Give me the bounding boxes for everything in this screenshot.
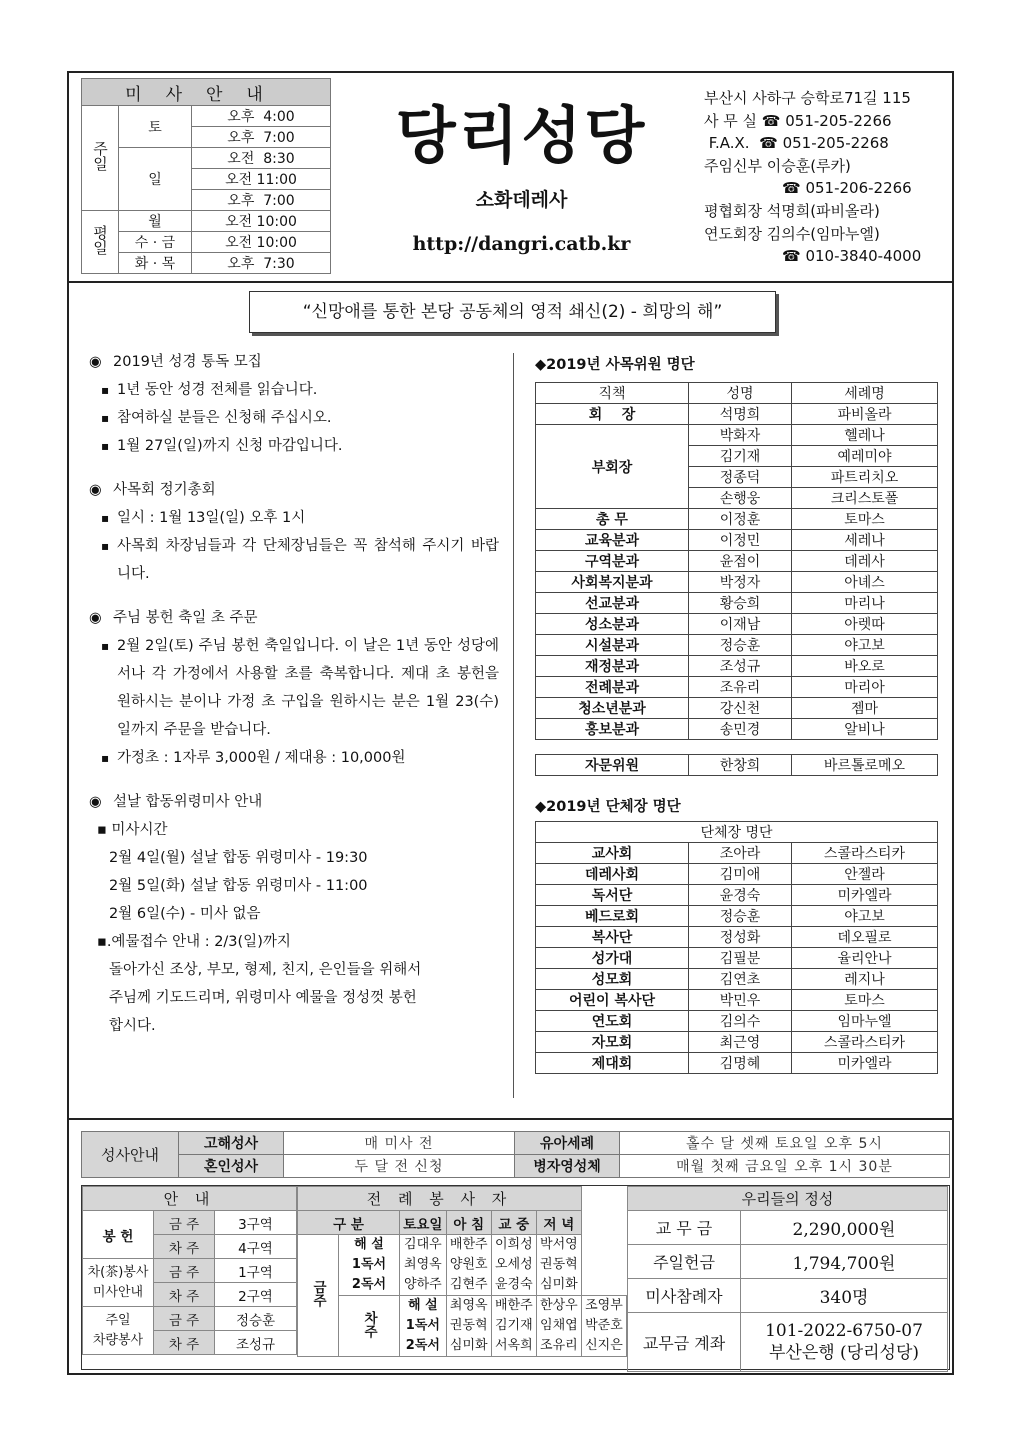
liturgy-cell: 김대우 최영옥 양하주 bbox=[400, 1235, 447, 1296]
phone-icon: ☎ bbox=[782, 179, 801, 198]
mass-day: 월 bbox=[119, 211, 192, 232]
mass-day: 일 bbox=[119, 148, 192, 211]
council-president: 평협회장 석명희(파비올라) bbox=[704, 201, 880, 220]
table-row: 복사단 정성화 데오필로 bbox=[536, 927, 938, 948]
fax-number: 051-205-2268 bbox=[782, 134, 889, 153]
table-row: 연도회 김의수 임마누엘 bbox=[536, 1011, 938, 1032]
notice-list-assembly bbox=[89, 504, 499, 588]
this-week-label: 금 주 bbox=[154, 1307, 215, 1331]
parking-label: 주일 차량봉사 bbox=[83, 1307, 154, 1355]
next-week-label: 차 주 bbox=[154, 1331, 215, 1355]
table-row: 총 무 이정훈 토마스 bbox=[536, 509, 938, 530]
mass-time: 오전 10:00 bbox=[192, 232, 331, 253]
marriage-label: 혼인성사 bbox=[179, 1155, 284, 1178]
table-header: 토요일 bbox=[400, 1211, 447, 1235]
groups-table bbox=[535, 821, 938, 1074]
memorial-offering-heading: ▪.예물접수 안내 : 2/3(일)까지 bbox=[97, 934, 291, 950]
table-header: 세례명 bbox=[792, 383, 938, 404]
sick-communion-value: 매월 첫째 금요일 오후 1시 30분 bbox=[620, 1155, 950, 1178]
mass-time: 오전 10:00 bbox=[192, 211, 331, 232]
advisor-table bbox=[535, 754, 938, 776]
sunday-collection-value: 1,794,700원 bbox=[741, 1245, 948, 1279]
baptism-label: 유아세례 bbox=[515, 1132, 620, 1155]
next-week-label: 차 주 bbox=[154, 1235, 215, 1259]
baptism-value: 홀수 달 셋째 토요일 오후 5시 bbox=[620, 1132, 950, 1155]
table-row: 선교분과 황승희 마리나 bbox=[536, 593, 938, 614]
table-row: 성가대 김필분 율리안나 bbox=[536, 948, 938, 969]
table-header: 성명 bbox=[689, 383, 792, 404]
pastor: 주임신부 이승훈(루카) bbox=[704, 156, 851, 175]
sunday-collection-label: 주일헌금 bbox=[628, 1245, 741, 1279]
table-header: 구 분 bbox=[298, 1211, 400, 1235]
list-item: ▪ 1월 27일(일)까지 신청 마감입니다. bbox=[89, 432, 499, 460]
memorial-time-heading: ▪ 미사시간 bbox=[97, 822, 168, 838]
parish-url[interactable]: http://dangri.catb.kr bbox=[412, 233, 631, 255]
table-row: 정종덕 파트리치오 bbox=[536, 467, 938, 488]
association-president: 연도회장 김의수(임마누엘) bbox=[704, 224, 880, 243]
notice-list-bible bbox=[89, 376, 499, 460]
table-row: 부회장 박화자 헬레나 bbox=[536, 425, 938, 446]
mass-schedule-header: 미사안내 bbox=[82, 79, 331, 106]
table-header: 아 침 bbox=[446, 1211, 491, 1235]
mass-time: 오전 8:30 bbox=[192, 148, 331, 169]
tea-next-week: 2구역 bbox=[215, 1283, 297, 1307]
list-item: ▪ 가정초 : 1자루 3,000원 / 제대용 : 10,000원 bbox=[89, 744, 499, 772]
council-title: ◆2019년 사목위원 명단 bbox=[535, 357, 695, 373]
liturgy-cell: 최영옥 권동혁 심미화 bbox=[446, 1296, 491, 1357]
parking-this-week: 정승훈 bbox=[215, 1307, 297, 1331]
table-row: 전례분과 조유리 마리아 bbox=[536, 677, 938, 698]
this-week-label: 금 주 bbox=[154, 1211, 215, 1235]
table-header: 교 중 bbox=[491, 1211, 536, 1235]
list-item: ▪ 1년 동안 성경 전체를 읽습니다. bbox=[89, 376, 499, 404]
bottom-section bbox=[81, 1185, 950, 1370]
offering-next-week: 4구역 bbox=[215, 1235, 297, 1259]
groups-title: ◆2019년 단체장 명단 bbox=[535, 799, 681, 815]
motto-box: “신망애를 통한 본당 공동체의 영적 쇄신(2) - 희망의 해” bbox=[249, 291, 776, 333]
fax-line: F.A.X. ☎ 051-205-2268 bbox=[708, 134, 889, 153]
notice-list-candle bbox=[89, 632, 499, 772]
table-row: 재정분과 조성규 바오로 bbox=[536, 656, 938, 677]
table-row: 제대회 김명혜 미카엘라 bbox=[536, 1053, 938, 1074]
table-header: 저 녁 bbox=[536, 1211, 581, 1235]
next-week-label: 차 주 bbox=[154, 1283, 215, 1307]
mass-time: 오후 7:30 bbox=[192, 253, 331, 274]
memorial-offering-line: 돌아가신 조상, 부모, 형제, 친지, 은인들을 위해서 bbox=[109, 962, 422, 978]
association-phone-line: ☎ 010-3840-4000 bbox=[782, 247, 922, 266]
mass-schedule-table bbox=[81, 78, 331, 274]
finance-table bbox=[627, 1186, 948, 1372]
mass-day: 수 · 금 bbox=[119, 232, 192, 253]
mass-day: 토 bbox=[119, 106, 192, 148]
offering-this-week: 3구역 bbox=[215, 1211, 297, 1235]
attendance-value: 340명 bbox=[741, 1279, 948, 1313]
phone-icon: ☎ bbox=[761, 111, 781, 130]
list-item: ▪ 사목회 차장님들과 각 단체장님들은 꼭 참석해 주시기 바랍니다. bbox=[89, 532, 499, 588]
pastor-phone-line: ☎ 051-206-2266 bbox=[782, 179, 912, 198]
parish-subtitle: 소화데레사 bbox=[475, 189, 568, 211]
office-phone: 051-205-2266 bbox=[785, 111, 892, 130]
table-row: 성모회 김연초 레지나 bbox=[536, 969, 938, 990]
memorial-schedule-line: 2월 6일(수) - 미사 없음 bbox=[109, 906, 261, 922]
finance-header: 우리들의 정성 bbox=[628, 1187, 948, 1211]
weekday-group-label: 평일 bbox=[82, 211, 119, 274]
list-item: ▪ 참여하실 분들은 신청해 주십시오. bbox=[89, 404, 499, 432]
liturgy-cell: 박서영 권동혁 심미화 bbox=[536, 1235, 581, 1296]
table-row: 독서단 윤경숙 미카엘라 bbox=[536, 885, 938, 906]
confession-label: 고해성사 bbox=[179, 1132, 284, 1155]
table-row: 베드로회 정승훈 야고보 bbox=[536, 906, 938, 927]
liturgy-this-week-label: 금주 bbox=[298, 1235, 339, 1357]
parish-name: 당리성당 bbox=[395, 99, 648, 172]
this-week-label: 금 주 bbox=[154, 1259, 215, 1283]
sunday-group-label: 주일 bbox=[82, 106, 119, 211]
sick-communion-label: 병자영성체 bbox=[515, 1155, 620, 1178]
liturgy-table bbox=[297, 1186, 627, 1357]
liturgy-roles: 해 설 1독서 2독서 bbox=[339, 1235, 400, 1296]
liturgy-next-week-label: 차주 bbox=[339, 1296, 400, 1357]
memorial-offering-line: 주님께 기도드리며, 위령미사 예물을 정성껏 봉헌 bbox=[109, 990, 417, 1006]
table-header: 단체장 명단 bbox=[536, 822, 938, 843]
liturgy-cell: 배한주 김기재 서옥희 bbox=[491, 1296, 536, 1357]
bulletin-page bbox=[67, 71, 954, 1375]
mass-time: 오후 7:00 bbox=[192, 190, 331, 211]
mass-day: 화 · 목 bbox=[119, 253, 192, 274]
table-row: 시설분과 정승훈 야고보 bbox=[536, 635, 938, 656]
header-divider bbox=[69, 281, 952, 283]
list-item: ▪ 2월 2일(토) 주님 봉헌 축일입니다. 이 날은 1년 동안 성당에서나 각 가정에서 사용할 초를 축복합니다. 제대 초 봉헌을 원하시는 분이나 가정 초 구입을 원하시는 분은 1월 23(수)일까지 주문을 받습니다. bbox=[89, 632, 499, 744]
offering-label: 봉 헌 bbox=[83, 1211, 154, 1259]
phone-icon: ☎ bbox=[782, 247, 801, 266]
dues-value: 2,290,000원 bbox=[741, 1211, 948, 1245]
liturgy-cell: 조영부 박준호 신지은 bbox=[581, 1296, 626, 1357]
notice-title-candle: ◉ 주님 봉헌 축일 초 주문 bbox=[89, 604, 499, 632]
table-row: 교사회 조아라 스콜라스티카 bbox=[536, 843, 938, 864]
notice-bullet-icon: ◉ bbox=[89, 482, 102, 498]
notice-title-assembly: ◉ 사목회 정기총회 bbox=[89, 476, 499, 504]
tea-this-week: 1구역 bbox=[215, 1259, 297, 1283]
phone-icon: ☎ bbox=[759, 134, 778, 153]
table-row: 손행웅 크리스토폴 bbox=[536, 488, 938, 509]
dues-label: 교 무 금 bbox=[628, 1211, 741, 1245]
table-row: 성소분과 이재남 아렛따 bbox=[536, 614, 938, 635]
notice-title-bible: ◉ 2019년 성경 통독 모집 bbox=[89, 348, 499, 376]
liturgy-header: 전 례 봉 사 자 bbox=[298, 1187, 582, 1211]
table-row: 사회복지분과 박정자 아녜스 bbox=[536, 572, 938, 593]
table-row: 교육분과 이정민 세레나 bbox=[536, 530, 938, 551]
confession-value: 매 미사 전 bbox=[284, 1132, 515, 1155]
duty-table bbox=[82, 1186, 297, 1355]
notice-bullet-icon: ◉ bbox=[89, 610, 102, 626]
liturgy-cell: 이희성 오세성 윤경숙 bbox=[491, 1235, 536, 1296]
notice-bullet-icon: ◉ bbox=[89, 794, 102, 810]
attendance-label: 미사참례자 bbox=[628, 1279, 741, 1313]
sacraments-label: 성사안내 bbox=[82, 1132, 179, 1178]
table-row: 자문위원 한창희 바르톨로메오 bbox=[536, 755, 938, 776]
column-divider bbox=[513, 353, 514, 1098]
parking-next-week: 조성규 bbox=[215, 1331, 297, 1355]
table-row: 데레사회 김미애 안젤라 bbox=[536, 864, 938, 885]
table-row: 홍보분과 송민경 알비나 bbox=[536, 719, 938, 740]
account-value: 101-2022-6750-07 부산은행 (당리성당) bbox=[741, 1313, 948, 1372]
mass-time: 오후 7:00 bbox=[192, 127, 331, 148]
memorial-schedule-line: 2월 4일(월) 설날 합동 위령미사 - 19:30 bbox=[109, 850, 368, 866]
contact-info bbox=[704, 87, 949, 268]
table-row: 어린이 복사단 박민우 토마스 bbox=[536, 990, 938, 1011]
tea-label: 차(茶)봉사 미사안내 bbox=[83, 1259, 154, 1307]
memorial-offering-line: 합시다. bbox=[109, 1018, 156, 1034]
table-header: 직책 bbox=[536, 383, 689, 404]
sacraments-table bbox=[81, 1131, 950, 1178]
office-line: 사 무 실 ☎ 051-205-2266 bbox=[704, 111, 892, 130]
notice-title-memorial: ◉ 설날 합동위령미사 안내 bbox=[89, 788, 499, 816]
list-item: ▪ 일시 : 1월 13일(일) 오후 1시 bbox=[89, 504, 499, 532]
liturgy-roles: 해 설 1독서 2독서 bbox=[400, 1296, 447, 1357]
duty-header: 안 내 bbox=[83, 1187, 297, 1211]
marriage-value: 두 달 전 신청 bbox=[284, 1155, 515, 1178]
memorial-schedule-line: 2월 5일(화) 설날 합동 위령미사 - 11:00 bbox=[109, 878, 368, 894]
table-row: 회 장 석명희 파비올라 bbox=[536, 404, 938, 425]
footer-divider bbox=[69, 1118, 952, 1120]
account-label: 교무금 계좌 bbox=[628, 1313, 741, 1372]
council-table bbox=[535, 382, 938, 740]
notices-column bbox=[89, 348, 499, 1040]
mass-time: 오후 4:00 bbox=[192, 106, 331, 127]
table-row: 청소년분과 강신천 젬마 bbox=[536, 698, 938, 719]
address: 부산시 사하구 승학로71길 115 bbox=[704, 89, 911, 107]
notice-bullet-icon: ◉ bbox=[89, 354, 102, 370]
liturgy-cell: 한상우 임채엽 조유리 bbox=[536, 1296, 581, 1357]
table-row: 김기재 예레미야 bbox=[536, 446, 938, 467]
table-row: 구역분과 윤점이 데레사 bbox=[536, 551, 938, 572]
mass-time: 오전 11:00 bbox=[192, 169, 331, 190]
liturgy-cell: 배한주 양원호 김현주 bbox=[446, 1235, 491, 1296]
table-row: 자모회 최근영 스콜라스티카 bbox=[536, 1032, 938, 1053]
